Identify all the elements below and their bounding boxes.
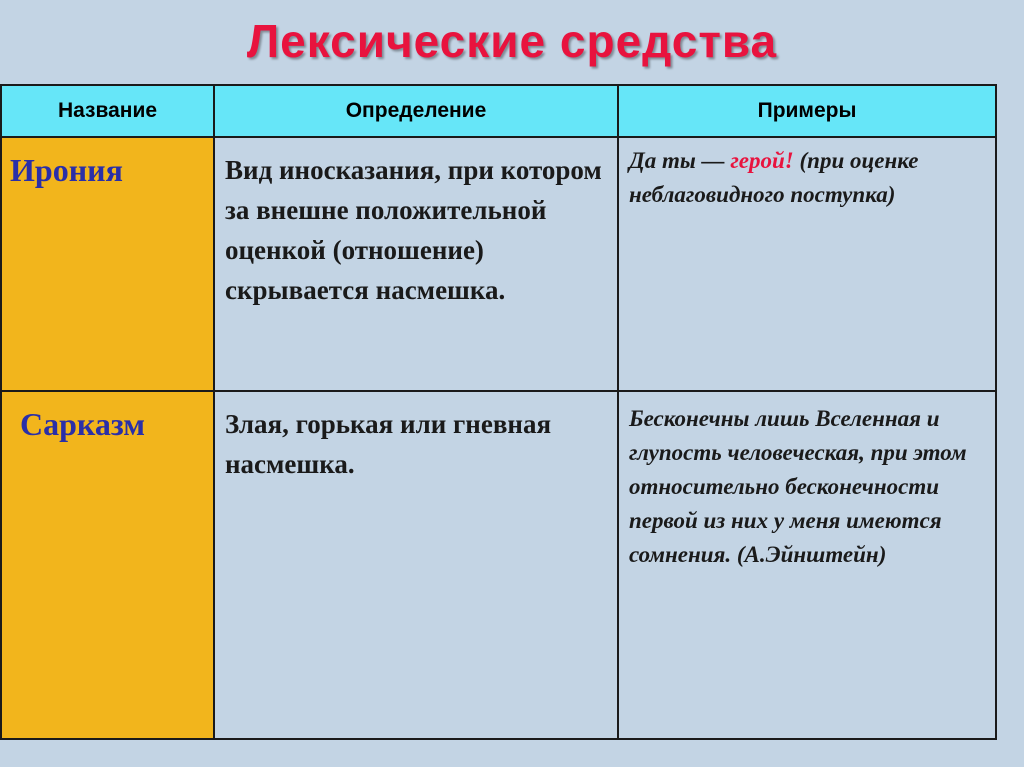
table-row-sarcasm — [1, 391, 996, 739]
table-header-row — [1, 85, 996, 137]
header-definition: Определение — [214, 85, 618, 137]
lexical-means-table — [0, 84, 997, 740]
example-irony-prefix: Да ты — — [629, 148, 731, 173]
header-examples: Примеры — [618, 85, 996, 137]
example-irony-suffix: (при оценке неблаговидного поступка) — [629, 148, 919, 207]
term-irony: Ирония — [1, 137, 214, 391]
header-name: Название — [1, 85, 214, 137]
example-sarcasm: Бесконечны лишь Вселенная и глупость человеческая, при этом относительно бесконечности первой из них у меня имеются сомнения. (А.Эйнштейн) — [618, 391, 996, 739]
table-row-irony — [1, 137, 996, 391]
term-sarcasm: Сарказм — [1, 391, 214, 739]
slide-title: Лексические средства — [246, 15, 778, 67]
example-irony — [618, 137, 996, 391]
definition-sarcasm: Злая, горькая или гневная насмешка. — [214, 391, 618, 739]
example-irony-accent: герой! — [730, 148, 794, 173]
definition-irony: Вид иносказания, при котором за внешне положительной оценкой (отношение) скрывается насмешка. — [214, 137, 618, 391]
lexical-table-container — [0, 84, 995, 740]
